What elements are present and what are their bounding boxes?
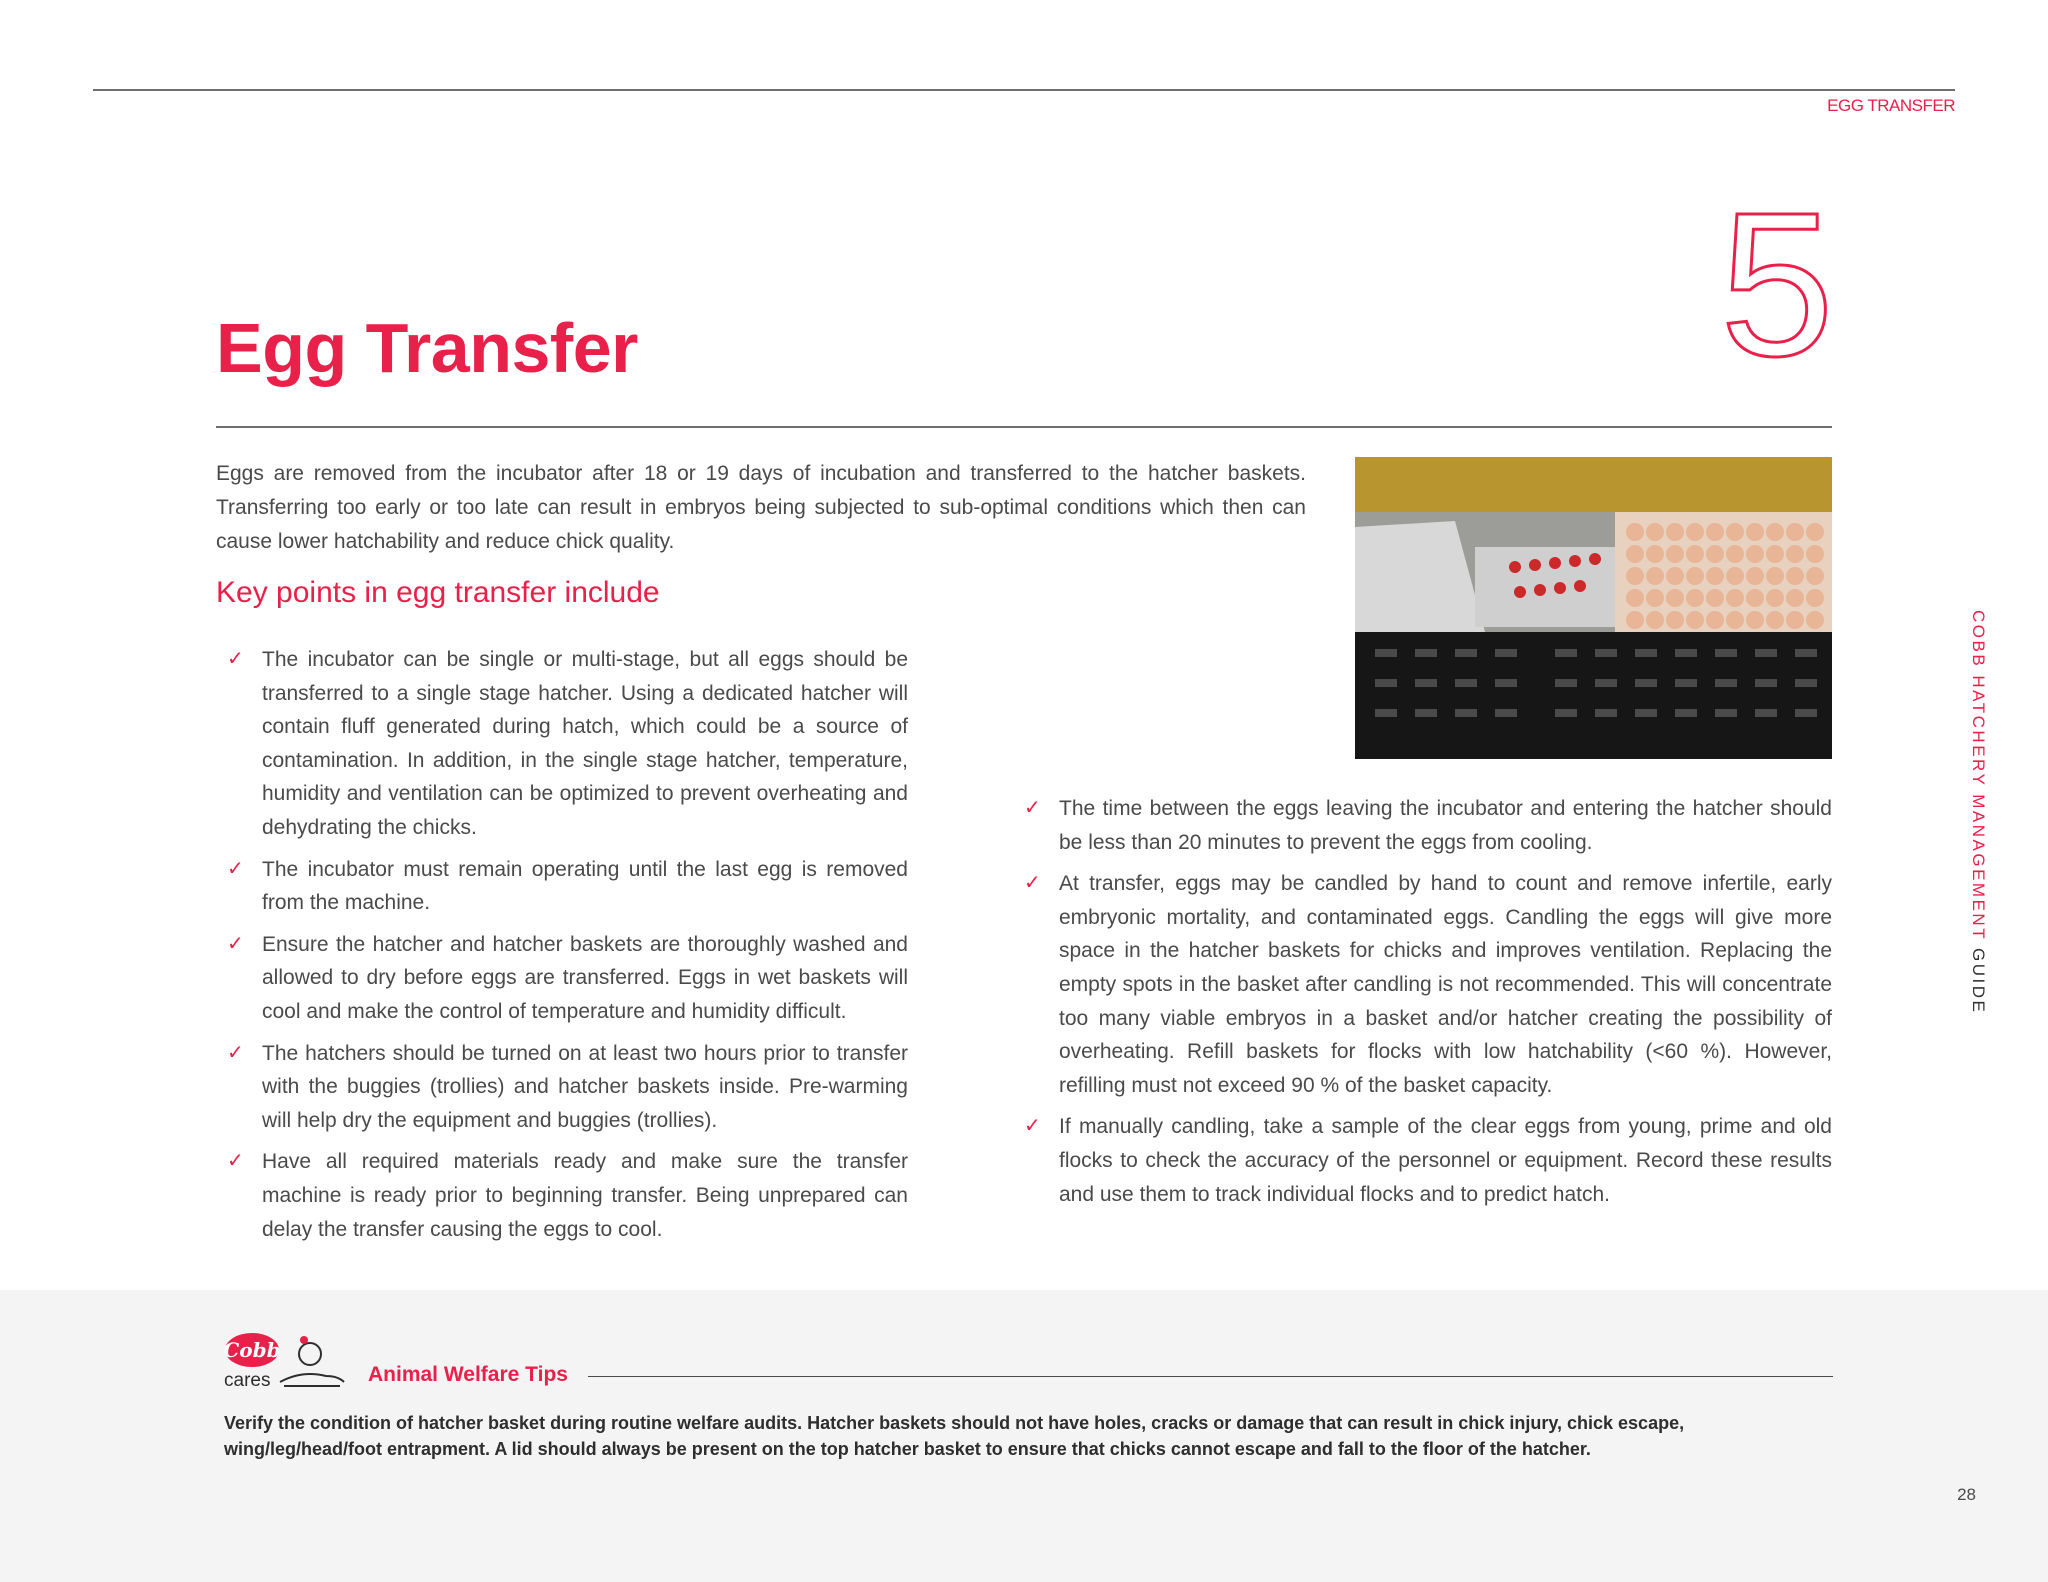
key-point-text: Ensure the hatcher and hatcher baskets are thoroughly washed and allowed to dry before eggs are transferred. Eggs in wet baskets will cool and make the control of temperature and humidity difficult. [262,932,908,1023]
chapter-number: 5 [1719,170,1834,399]
check-icon: ✓ [227,648,244,670]
key-points-heading: Key points in egg transfer include [216,576,660,609]
check-icon: ✓ [227,1150,244,1173]
key-points-right-list [1013,792,1832,1219]
guide-side-label [1968,610,1988,1014]
key-point-text: The incubator can be single or multi-stage, but all eggs should be transferred to a single stage hatcher. Using a dedicated hatcher will contain fluff generated during hatch, which could be a source of contamination. In addition, in the single stage hatcher, temperature, humidity and ventilation can be optimized to prevent overheating and dehydrating the chicks. [262,648,908,839]
key-point-item [1013,867,1832,1102]
key-point-text: At transfer, eggs may be candled by hand to count and remove infertile, early embryonic mortality, and contaminated eggs. Candling the eggs will give more space in the hatcher baskets for chicks and improves ventilation. Replacing the empty spots in the basket after candling is not recommended. This will concentrate too many viable embryos in a basket and/or hatcher creating the possibility of overheating. Refill baskets for flocks with low hatchability (<60 %). However, refilling must not exceed 90 % of the basket capacity. [1059,872,1832,1097]
title-rule [216,426,1832,428]
page-number: 28 [1957,1485,1976,1504]
guide-label-end: GUIDE [1969,948,1988,1015]
running-header: EGG TRANSFER [1827,96,1955,115]
key-point-text: If manually candling, take a sample of the clear eggs from young, prime and old flocks to check the accuracy of the personnel or equipment. Record these results and use them to track individual flocks and to predict hatch. [1059,1115,1832,1206]
key-point-item [216,643,908,845]
check-icon: ✓ [227,1041,244,1064]
page-title: Egg Transfer [216,309,638,387]
key-points-left-list [216,643,908,1254]
caring-hand-icon [280,1343,344,1386]
egg-transfer-photo [1355,457,1832,759]
animal-welfare-text: Verify the condition of hatcher basket during routine welfare audits. Hatcher baskets should not have holes, cracks or damage that can result in chick injury, chick escape, wing/leg/head/foot entrapment. A lid should always be present on the top hatcher basket to ensure that chicks cannot escape and fall to the floor of the hatcher. [224,1413,1685,1459]
key-point-item [1013,792,1832,859]
key-point-item [216,928,908,1029]
animal-welfare-title: Animal Welfare Tips [368,1363,568,1386]
key-point-text: Have all required materials ready and make sure the transfer machine is ready prior to beginning transfer. Being unprepared can delay the transfer causing the eggs to cool. [262,1150,908,1241]
heart-dot-icon [300,1336,308,1344]
cares-caption: cares [224,1370,271,1390]
cobb-cares-logo [222,1330,348,1390]
animal-welfare-rule [588,1376,1833,1377]
intro-paragraph: Eggs are removed from the incubator after 18 or 19 days of incubation and transferred to the hatcher baskets. Transferring too early or too late can result in embryos being subjected to sub-optimal conditions which then can cause lower hatchability and reduce chick quality. [216,462,1306,553]
key-point-text: The incubator must remain operating until the last egg is removed from the machine. [262,857,908,915]
check-icon: ✓ [227,857,244,880]
key-point-text: The time between the eggs leaving the incubator and entering the hatcher should be less than 20 minutes to prevent the eggs from cooling. [1059,797,1832,854]
check-icon: ✓ [1024,1115,1041,1138]
check-icon: ✓ [227,932,244,955]
guide-label-main: COBB HATCHERY MANAGEMENT [1969,610,1988,949]
key-point-item [216,853,908,920]
key-point-item [1013,1110,1832,1211]
header-rule [93,89,1955,91]
key-point-item [216,1037,908,1138]
key-point-item [216,1145,908,1246]
egg-transfer-photo-illustration [1355,457,1832,759]
check-icon: ✓ [1024,872,1041,895]
key-point-text: The hatchers should be turned on at least two hours prior to transfer with the buggies (trollies) and hatcher baskets inside. Pre-warming will help dry the equipment and buggies (trollies). [262,1041,908,1132]
cobb-wordmark: Cobb [223,1338,281,1362]
cobb-cares-logo-graphic [222,1330,348,1390]
check-icon: ✓ [1024,797,1041,819]
